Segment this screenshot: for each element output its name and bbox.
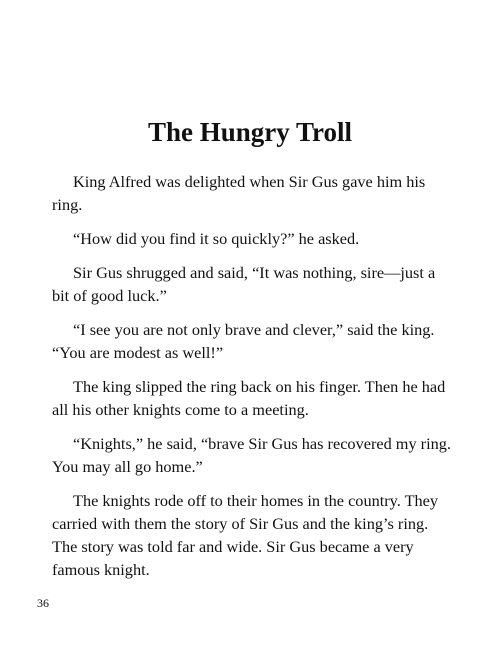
paragraph-7: The knights rode off to their homes in the country. They carried with them the story of Sir Gus and the king’s ring. The story was told far and wide. Sir Gus became a very famous knight.	[52, 491, 439, 579]
paragraph-5: The king slipped the ring back on his finger. Then he had all his other knights come to a meeting.	[52, 377, 446, 419]
page-number: 36	[37, 596, 49, 610]
paragraph-2: “How did you find it so quickly?” he asked.	[73, 229, 360, 248]
body-text	[52, 170, 454, 592]
paragraph-3: Sir Gus shrugged and said, “It was nothing, sire—just a bit of good luck.”	[52, 263, 436, 305]
paragraph-1: King Alfred was delighted when Sir Gus gave him his ring.	[52, 172, 426, 214]
paragraph-6: “Knights,” he said, “brave Sir Gus has recovered my ring. You may all go home.”	[52, 434, 451, 476]
paragraph-4: “I see you are not only brave and clever,” said the king. “You are modest as well!”	[52, 320, 435, 362]
chapter-title: The Hungry Troll	[147, 117, 353, 147]
